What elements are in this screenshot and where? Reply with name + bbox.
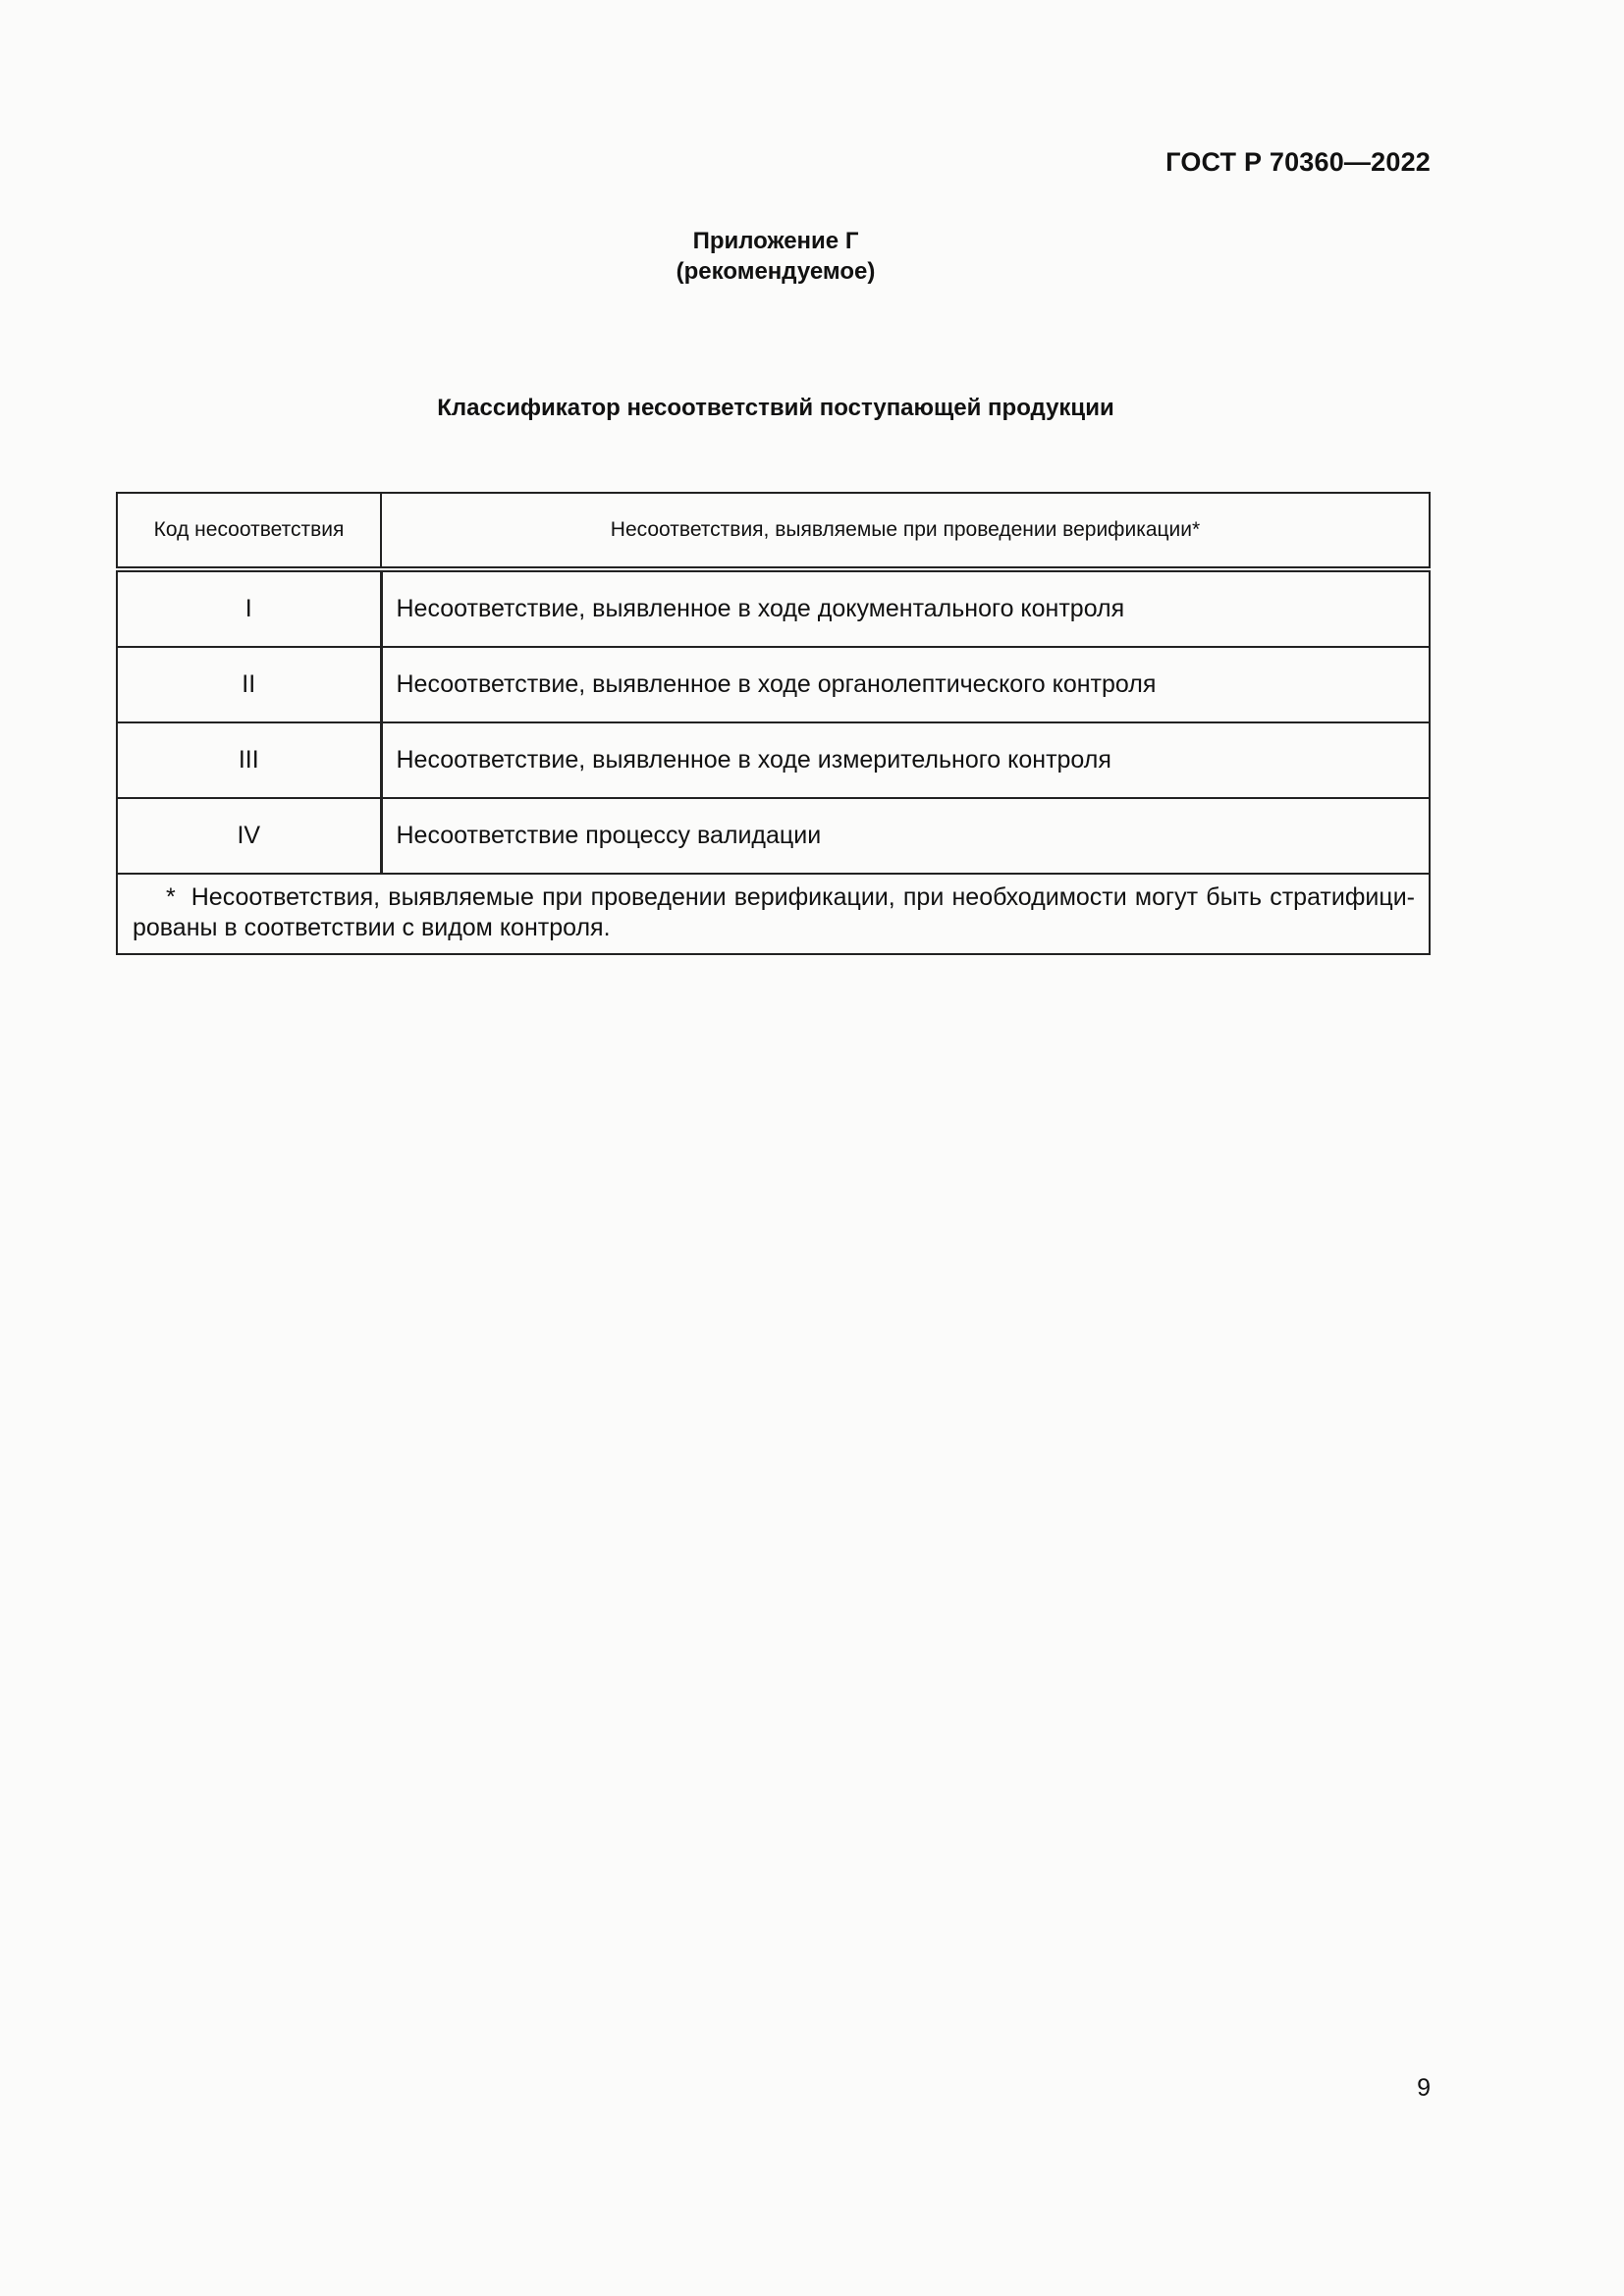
table-row [117, 571, 1430, 647]
row-description: Несоответствие процессу валидации [381, 798, 1430, 874]
table-row [117, 722, 1430, 798]
row-code: II [117, 647, 381, 722]
table-header-row [117, 493, 1430, 567]
row-code: III [117, 722, 381, 798]
column-header-code: Код несоответствия [117, 493, 381, 567]
appendix-heading [0, 226, 1551, 287]
column-header-description: Несоответствия, выявляемые при проведении верификации* [381, 493, 1430, 567]
table-row [117, 647, 1430, 722]
row-description: Несоответствие, выявленное в ходе органолептического контроля [381, 647, 1430, 722]
table-footnote-row [117, 874, 1430, 954]
classifier-table [116, 492, 1431, 955]
footnote-mark: * [166, 883, 176, 911]
row-code: I [117, 571, 381, 647]
standard-code: ГОСТ Р 70360—2022 [1165, 147, 1431, 177]
appendix-status: (рекомендуемое) [676, 258, 876, 285]
table-row [117, 798, 1430, 874]
row-code: IV [117, 798, 381, 874]
row-description: Несоответствие, выявленное в ходе документального контроля [381, 571, 1430, 647]
document-title: Классификатор несоответствий поступающей продукции [437, 395, 1114, 421]
row-description: Несоответствие, выявленное в ходе измерительного контроля [381, 722, 1430, 798]
appendix-label: Приложение Г [692, 228, 859, 254]
footnote-text: Несоответствия, выявляемые при проведении верификации, при необходимости могут быть стратифици-рованы в соответствии с видом контроля. [133, 883, 1415, 941]
page-number: 9 [1417, 2074, 1431, 2102]
table-footnote [117, 874, 1430, 954]
